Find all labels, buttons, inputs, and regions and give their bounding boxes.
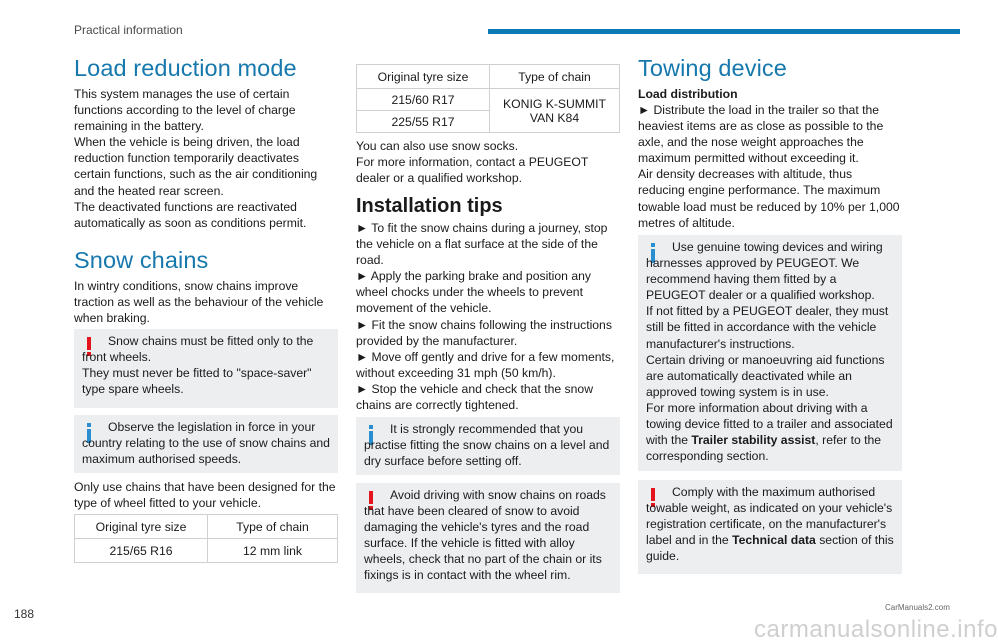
table-header: Type of chain — [208, 515, 338, 539]
table-header: Original tyre size — [357, 65, 490, 89]
load-distribution-subtitle: Load distribution — [638, 87, 738, 101]
info-text — [646, 239, 896, 464]
warning-note — [74, 329, 338, 408]
warning-text: Avoid driving with snow chains on roads that have been cleared of snow to avoid damaging the vehicle's tyres and the road surface. If the vehicle is fitted with alloy wheels, check that no part of the chain or its fixings is in contact with the wheel rim. — [364, 488, 606, 583]
header-accent-bar — [488, 29, 960, 34]
warning-text-part: section of this guide. — [646, 533, 894, 564]
info-text: Observe the legislation in force in your country relating to the use of snow chains and maximum authorised speeds. — [82, 420, 330, 467]
snow-socks-text: You can also use snow socks. For more information, contact a PEUGEOT dealer or a qualified workshop. — [356, 139, 589, 186]
tyre-chain-table — [356, 64, 620, 133]
page-number: 188 — [14, 607, 35, 621]
warning-text-part: Comply with the maximum authorised towable weight, as indicated on your vehicle's registration certificate, on the manufacturer's label and in the — [646, 485, 893, 548]
info-text: It is strongly recommended that you practise fitting the snow chains on a level and dry surface before setting off. — [364, 422, 610, 469]
info-note — [356, 417, 620, 475]
technical-data-term: Technical data — [732, 533, 816, 548]
warning-text — [646, 484, 896, 564]
table-cell: 215/60 R17 — [357, 89, 490, 111]
info-note — [74, 415, 338, 473]
watermark: carmanualsonline.info — [754, 616, 998, 643]
info-text-part: , refer to the corresponding section. — [646, 433, 882, 464]
load-reduction-text: This system manages the use of certain functions according to the level of charge remaining in the battery. When the vehicle is being driven, the load reduction function temporarily deactivates certain functions, such as the air conditioning and the heated rear screen. The deactivated functions are reactivated automatically as soon as conditions permit. — [74, 87, 318, 230]
snow-chains-intro: In wintry conditions, snow chains improve traction as well as the behaviour of the vehicle when braking. — [74, 279, 324, 326]
table-header: Original tyre size — [75, 515, 208, 539]
watermark-small: CarManuals2.com — [885, 603, 950, 612]
towing-title: Towing device — [638, 55, 787, 81]
warning-note — [356, 483, 620, 593]
load-reduction-title: Load reduction mode — [74, 55, 297, 81]
table-cell: 12 mm link — [208, 539, 338, 563]
info-note — [638, 235, 902, 471]
table-cell: 225/55 R17 — [357, 111, 490, 133]
table-cell: 215/65 R16 — [75, 539, 208, 563]
table-cell: KONIG K-SUMMIT VAN K84 — [490, 89, 620, 133]
installation-title: Installation tips — [356, 195, 503, 217]
warning-text: Snow chains must be fitted only to the front wheels. They must never be fitted to "space-saver" type spare wheels. — [82, 334, 314, 397]
warning-note — [638, 480, 902, 574]
installation-steps: ► To fit the snow chains during a journey, stop the vehicle on a flat surface at the side of the road. ► Apply the parking brake and position any wheel chocks under the wheels to prevent movement of the vehicle. ► Fit the snow chains following the instructions provided by the manufacturer. ► Move off gently and drive for a few moments, without exceeding 31 mph (50 km/h). ► Stop the vehicle and check that the snow chains are correctly tightened. — [356, 221, 615, 413]
load-distribution-text: ► Distribute the load in the trailer so that the heaviest items are as close as possible to the axle, and the nose weight approaches the maximum permitted without exceeding it. Air density decreases with altitude, thus reducing engine performance. The maximum towable load must be reduced by 10% per 1,000 metres of altitude. — [638, 103, 900, 230]
info-text-part: Use genuine towing devices and wiring harnesses approved by PEUGEOT. We recommend having them fitted by a PEUGEOT dealer or a qualified workshop. If not fitted by a PEUGEOT dealer, they must still be fitted in accordance with the vehicle manufacturer's instructions. Certain driving or manoeuvring aid functions are automatically deactivated while an approved towing system is in use. For more information about driving with a towing device fitted to a trailer and associated with the — [646, 240, 893, 448]
table-header: Type of chain — [490, 65, 620, 89]
trailer-stability-term: Trailer stability assist — [691, 433, 816, 448]
section-header: Practical information — [74, 23, 183, 37]
chains-advice: Only use chains that have been designed for the type of wheel fitted to your vehicle. — [74, 480, 336, 511]
tyre-chain-table — [74, 514, 338, 563]
snow-chains-title: Snow chains — [74, 247, 209, 273]
